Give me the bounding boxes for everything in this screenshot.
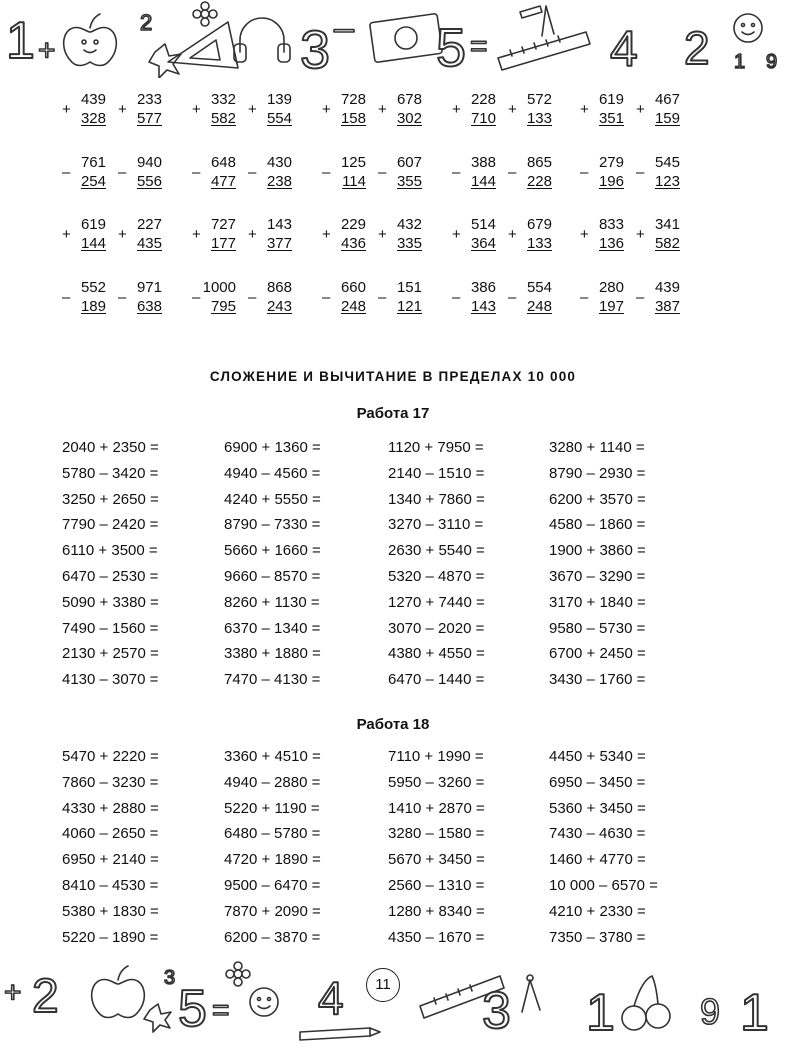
- column-problem: [580, 153, 624, 193]
- second-operand: 577: [136, 110, 162, 127]
- column-problem: [508, 153, 552, 193]
- equation: 7490 – 1560 =: [62, 619, 159, 637]
- second-operand: 436: [340, 235, 366, 252]
- operator-sign: –: [378, 289, 387, 306]
- operator-sign: –: [378, 164, 387, 181]
- operator-sign: –: [118, 164, 127, 181]
- operator-sign: +: [452, 226, 461, 243]
- second-operand: 248: [340, 298, 366, 315]
- second-operand: 228: [526, 173, 552, 190]
- first-operand: 139: [266, 91, 292, 108]
- column-problem: [452, 215, 496, 255]
- column-problem: [636, 90, 680, 130]
- equation: 7110 + 1990 =: [388, 748, 484, 765]
- first-operand: 660: [340, 279, 366, 296]
- first-operand: 552: [80, 279, 106, 296]
- equation: 7470 – 4130 =: [224, 671, 321, 689]
- operator-sign: –: [580, 289, 589, 306]
- second-operand: 133: [526, 235, 552, 252]
- second-operand: 238: [266, 173, 292, 190]
- equation: 5380 + 1830 =: [62, 902, 159, 920]
- operator-sign: –: [452, 164, 461, 181]
- equation: 8260 + 1130 =: [224, 593, 320, 611]
- operator-sign: –: [322, 289, 331, 306]
- second-operand: 364: [470, 235, 496, 252]
- operator-sign: +: [452, 101, 461, 118]
- column-problem: [62, 153, 106, 193]
- first-operand: 388: [470, 154, 496, 171]
- operator-sign: +: [322, 101, 331, 118]
- operator-sign: –: [452, 289, 461, 306]
- second-operand: 710: [470, 110, 496, 127]
- operator-sign: +: [378, 101, 387, 118]
- first-operand: 514: [470, 216, 496, 233]
- first-operand: 678: [396, 91, 422, 108]
- second-operand: 136: [598, 235, 624, 252]
- operator-sign: –: [248, 164, 257, 181]
- second-operand: 123: [654, 173, 680, 190]
- column-problem: [580, 278, 624, 318]
- equation: 5090 + 3380 =: [62, 593, 159, 611]
- column-problem: [248, 278, 292, 318]
- page-number: 11: [366, 968, 400, 1002]
- equation: 2630 + 5540 =: [388, 542, 485, 560]
- column-problem: [118, 153, 162, 193]
- equation: 4940 – 4560 =: [224, 464, 321, 482]
- column-problem: [192, 90, 236, 130]
- column-problem: [322, 153, 366, 193]
- equation: 4330 + 2880 =: [62, 799, 159, 817]
- equation: 7790 – 2420 =: [62, 516, 159, 534]
- column-problem: [580, 90, 624, 130]
- first-operand: 430: [266, 154, 292, 171]
- digit-decoration: 3: [164, 967, 176, 989]
- equation: 6900 + 1360 =: [224, 439, 321, 456]
- equation: 5220 – 1890 =: [62, 928, 159, 946]
- column-problem: [508, 90, 552, 130]
- operator-sign: –: [322, 164, 331, 181]
- operator-sign: –: [248, 289, 257, 306]
- equation: 5660 + 1660 =: [224, 542, 321, 560]
- column-problem: [248, 90, 292, 130]
- column-problem: [508, 215, 552, 255]
- column-problem: [378, 278, 422, 318]
- equation: 8410 – 4530 =: [62, 877, 159, 894]
- operator-sign: –: [118, 289, 127, 306]
- second-operand: 177: [210, 235, 236, 252]
- equation: 4940 – 2880 =: [224, 773, 321, 791]
- first-operand: 679: [526, 216, 552, 233]
- equals-decoration: =: [470, 30, 488, 63]
- digit-decoration: 9: [700, 991, 721, 1032]
- column-problem: [248, 215, 292, 255]
- first-operand: 619: [80, 216, 106, 233]
- equation: 3670 – 3290 =: [549, 568, 646, 585]
- first-operand: 971: [136, 279, 162, 296]
- equation: 2040 + 2350 =: [62, 439, 159, 456]
- digit-decoration: 4: [610, 21, 638, 77]
- first-operand: 727: [210, 216, 236, 233]
- operator-sign: +: [636, 101, 645, 118]
- equation: 5360 + 3450 =: [549, 799, 646, 817]
- second-operand: 143: [470, 298, 496, 315]
- flower-icon: [226, 962, 250, 986]
- equation: 1340 + 7860 =: [388, 490, 485, 508]
- first-operand: 279: [598, 154, 624, 171]
- first-operand: 229: [340, 216, 366, 233]
- digit-decoration: 2: [684, 22, 710, 74]
- first-operand: 280: [598, 279, 624, 296]
- operator-sign: +: [248, 101, 257, 118]
- equation: 7350 – 3780 =: [549, 928, 646, 946]
- first-operand: 125: [340, 154, 366, 171]
- equals-decoration: =: [212, 994, 230, 1027]
- smiley-icon: [734, 14, 762, 42]
- second-operand: 582: [210, 110, 236, 127]
- second-operand: 582: [654, 235, 680, 252]
- equation: 4350 – 1670 =: [388, 928, 485, 946]
- first-operand: 761: [80, 154, 106, 171]
- second-operand: 243: [266, 298, 292, 315]
- column-problem: [62, 215, 106, 255]
- operator-sign: +: [580, 101, 589, 118]
- headphones-icon: [234, 18, 290, 62]
- first-operand: 728: [340, 91, 366, 108]
- column-problem: [248, 153, 292, 193]
- digit-decoration: 2: [140, 10, 153, 35]
- second-operand: 197: [598, 298, 624, 315]
- operator-sign: +: [118, 101, 127, 118]
- operator-sign: +: [322, 226, 331, 243]
- second-operand: 248: [526, 298, 552, 315]
- first-operand: 940: [136, 154, 162, 171]
- section-title: СЛОЖЕНИЕ И ВЫЧИТАНИЕ В ПРЕДЕЛАХ 10 000: [209, 369, 577, 384]
- equation: 9580 – 5730 =: [549, 619, 646, 637]
- minus-decoration: –: [334, 7, 355, 48]
- second-operand: 159: [654, 110, 680, 127]
- equation: 1460 + 4770 =: [549, 851, 646, 869]
- equation: 6950 + 2140 =: [62, 851, 159, 869]
- column-problem: [452, 90, 496, 130]
- equation: 1410 + 2870 =: [388, 799, 485, 817]
- operator-sign: +: [508, 101, 517, 118]
- operator-sign: +: [118, 226, 127, 243]
- column-problem: [192, 215, 236, 255]
- first-operand: 439: [80, 91, 106, 108]
- first-operand: 554: [526, 279, 552, 296]
- digit-decoration: 4: [318, 972, 344, 1024]
- operator-sign: –: [508, 289, 517, 306]
- equation: 8790 – 7330 =: [224, 516, 321, 534]
- second-operand: 387: [654, 298, 680, 315]
- equation: 6200 – 3870 =: [224, 928, 321, 946]
- digit-decoration: 9: [766, 51, 778, 73]
- column-problem: [378, 153, 422, 193]
- first-operand: 467: [654, 91, 680, 108]
- equation: 4130 – 3070 =: [62, 671, 159, 689]
- equation: 1280 + 8340 =: [388, 902, 485, 920]
- column-problem: [636, 215, 680, 255]
- equation: 4060 – 2650 =: [62, 825, 159, 843]
- operator-sign: +: [378, 226, 387, 243]
- equation: 1270 + 7440 =: [388, 593, 485, 611]
- operator-sign: –: [192, 289, 201, 306]
- operator-sign: –: [508, 164, 517, 181]
- equation: 3380 + 1880 =: [224, 645, 321, 663]
- second-operand: 556: [136, 173, 162, 190]
- plus-decoration: +: [38, 34, 56, 67]
- second-operand: 133: [526, 110, 552, 127]
- second-operand: 554: [266, 110, 292, 127]
- digit-decoration: 1: [6, 12, 35, 70]
- decorative-top-border: [0, 0, 786, 78]
- plus-decoration: +: [4, 976, 22, 1009]
- apple-icon: [92, 966, 145, 1018]
- equation: 3430 – 1760 =: [549, 671, 646, 689]
- second-operand: 795: [210, 298, 236, 315]
- equation: 5470 + 2220 =: [62, 748, 159, 765]
- equation: 9660 – 8570 =: [224, 568, 321, 585]
- second-operand: 377: [266, 235, 292, 252]
- column-problem: [192, 153, 236, 193]
- work-18-title: Работа 18: [356, 716, 430, 733]
- cherry-icon: [622, 976, 670, 1030]
- equation: 6200 + 3570 =: [549, 490, 646, 508]
- first-operand: 332: [210, 91, 236, 108]
- column-problem: [62, 90, 106, 130]
- column-problem: [452, 153, 496, 193]
- first-operand: 572: [526, 91, 552, 108]
- equation: 4450 + 5340 =: [549, 748, 646, 765]
- first-operand: 386: [470, 279, 496, 296]
- equation: 3250 + 2650 =: [62, 490, 159, 508]
- second-operand: 189: [80, 298, 106, 315]
- operator-sign: –: [636, 164, 645, 181]
- equation: 8790 – 2930 =: [549, 464, 646, 482]
- first-operand: 143: [266, 216, 292, 233]
- second-operand: 121: [396, 298, 422, 315]
- equation: 6700 + 2450 =: [549, 645, 646, 663]
- second-operand: 302: [396, 110, 422, 127]
- column-problem: [378, 215, 422, 255]
- second-operand: 355: [396, 173, 422, 190]
- operator-sign: +: [248, 226, 257, 243]
- column-problem: [118, 278, 162, 318]
- digit-decoration: 1: [740, 984, 769, 1042]
- equation: 4210 + 2330 =: [549, 902, 646, 920]
- first-operand: 607: [396, 154, 422, 171]
- equation: 4240 + 5550 =: [224, 490, 321, 508]
- first-operand: 868: [266, 279, 292, 296]
- column-problem: [508, 278, 552, 318]
- column-problem: [118, 215, 162, 255]
- smiley-icon: [250, 988, 278, 1016]
- equation: 7860 – 3230 =: [62, 773, 159, 791]
- first-operand: 619: [598, 91, 624, 108]
- equation: 6370 – 1340 =: [224, 619, 321, 637]
- equation: 5320 – 4870 =: [388, 568, 485, 585]
- equation: 1900 + 3860 =: [549, 542, 646, 560]
- pencil-icon: [300, 1028, 380, 1040]
- equation: 4580 – 1860 =: [549, 516, 646, 534]
- first-operand: 545: [654, 154, 680, 171]
- star-icon: [149, 44, 181, 78]
- equation: 3280 + 1140 =: [549, 439, 645, 456]
- operator-sign: +: [192, 226, 201, 243]
- column-problem: [636, 278, 680, 318]
- digit-decoration: 1: [734, 51, 746, 73]
- flower-icon: [193, 2, 217, 26]
- second-operand: 254: [80, 173, 106, 190]
- equation: 3070 – 2020 =: [388, 619, 485, 637]
- compass-icon: [520, 6, 554, 36]
- banknote-icon: [370, 13, 443, 62]
- column-problem: [580, 215, 624, 255]
- equation: 3270 – 3110 =: [388, 516, 484, 534]
- operator-sign: –: [62, 289, 71, 306]
- equation: 5950 – 3260 =: [388, 773, 485, 791]
- operator-sign: +: [508, 226, 517, 243]
- equation: 7430 – 4630 =: [549, 825, 646, 843]
- digit-decoration: 2: [32, 970, 59, 1023]
- second-operand: 144: [80, 235, 106, 252]
- equation: 4720 + 1890 =: [224, 851, 321, 869]
- equation: 2130 + 2570 =: [62, 645, 159, 663]
- equation: 6480 – 5780 =: [224, 825, 321, 843]
- equation: 2140 – 1510 =: [388, 464, 485, 482]
- operator-sign: +: [636, 226, 645, 243]
- digit-decoration: 5: [436, 18, 467, 78]
- first-operand: 439: [654, 279, 680, 296]
- equation: 5670 + 3450 =: [388, 851, 485, 869]
- triangle-ruler-icon: [168, 22, 238, 68]
- equation: 6470 – 2530 =: [62, 568, 159, 585]
- equation: 6110 + 3500 =: [62, 542, 158, 560]
- second-operand: 477: [210, 173, 236, 190]
- second-operand: 144: [470, 173, 496, 190]
- second-operand: 196: [598, 173, 624, 190]
- operator-sign: +: [192, 101, 201, 118]
- column-problem: [452, 278, 496, 318]
- equation: 6950 – 3450 =: [549, 773, 646, 791]
- equation: 3360 + 4510 =: [224, 748, 321, 765]
- first-operand: 648: [210, 154, 236, 171]
- column-problem: [322, 215, 366, 255]
- operator-sign: –: [580, 164, 589, 181]
- digit-decoration: 5: [178, 980, 207, 1038]
- second-operand: 351: [598, 110, 624, 127]
- first-operand: 865: [526, 154, 552, 171]
- digit-decoration: 1: [586, 984, 615, 1042]
- equation: 4380 + 4550 =: [388, 645, 485, 663]
- digit-decoration: 3: [300, 20, 331, 78]
- equation: 7870 + 2090 =: [224, 902, 321, 920]
- second-operand: 435: [136, 235, 162, 252]
- first-operand: 227: [136, 216, 162, 233]
- first-operand: 833: [598, 216, 624, 233]
- second-operand: 328: [80, 110, 106, 127]
- equation: 2560 – 1310 =: [388, 877, 485, 894]
- second-operand: 158: [340, 110, 366, 127]
- equation: 3170 + 1840 =: [549, 593, 646, 611]
- first-operand: 233: [136, 91, 162, 108]
- first-operand: 1000: [202, 279, 236, 296]
- operator-sign: +: [62, 226, 71, 243]
- first-operand: 432: [396, 216, 422, 233]
- column-problem: [322, 278, 366, 318]
- compass-icon: [522, 975, 540, 1012]
- column-problem: [118, 90, 162, 130]
- first-operand: 151: [396, 279, 422, 296]
- operator-sign: +: [62, 101, 71, 118]
- operator-sign: –: [636, 289, 645, 306]
- second-operand: 638: [136, 298, 162, 315]
- column-problem: [378, 90, 422, 130]
- first-operand: 341: [654, 216, 680, 233]
- equation: 9500 – 6470 =: [224, 877, 321, 894]
- star-icon: [144, 1004, 171, 1032]
- second-operand: 335: [396, 235, 422, 252]
- operator-sign: –: [192, 164, 201, 181]
- digit-decoration: 3: [482, 982, 511, 1040]
- equation: 3280 – 1580 =: [388, 825, 485, 843]
- equation: 6470 – 1440 =: [388, 671, 485, 689]
- column-problem: [62, 278, 106, 318]
- equation: 5220 + 1190 =: [224, 799, 320, 817]
- ruler-icon: [498, 32, 590, 70]
- operator-sign: +: [580, 226, 589, 243]
- operator-sign: –: [62, 164, 71, 181]
- equation: 5780 – 3420 =: [62, 464, 159, 482]
- second-operand: 114: [342, 173, 366, 190]
- equation: 10 000 – 6570 =: [549, 877, 658, 894]
- equation: 1120 + 7950 =: [388, 439, 484, 456]
- column-problem: [192, 278, 236, 318]
- apple-icon: [64, 14, 117, 66]
- column-problem: [636, 153, 680, 193]
- column-problem: [322, 90, 366, 130]
- work-17-title: Работа 17: [356, 405, 430, 422]
- first-operand: 228: [470, 91, 496, 108]
